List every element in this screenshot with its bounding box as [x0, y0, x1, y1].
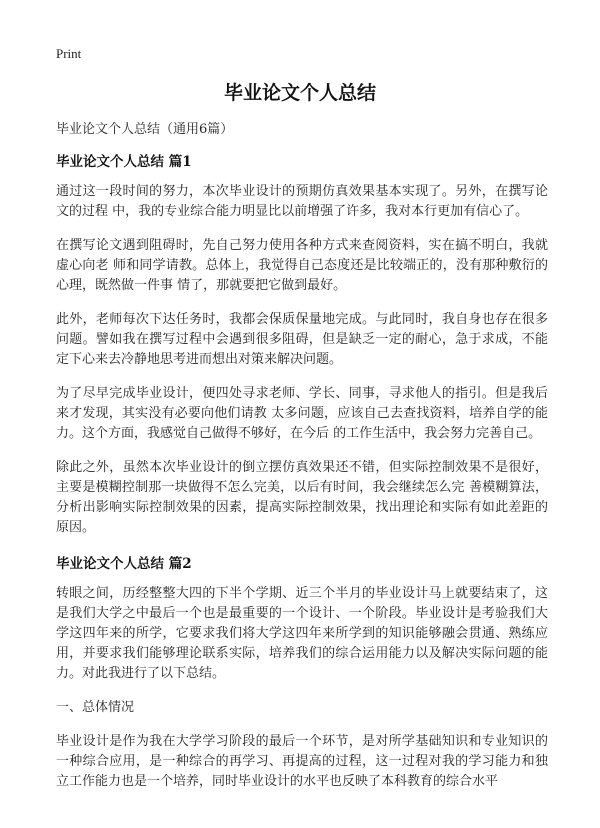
list-heading: 一、总体情况: [56, 700, 135, 715]
paragraph: 此外，老师每次下达任务时，我都会保质保量地完成。与此同时，我自身也存在很多问题。譬如我在撰写过程中会遇到很多阻碍，但是缺乏一定的耐心，急于求成，不能定下心来去冷静地思考进而想出对策来解决问题。: [56, 312, 548, 367]
section-heading: 毕业论文个人总结 篇1: [56, 154, 192, 170]
page-title: 毕业论文个人总结: [223, 82, 376, 104]
document-body: [56, 150, 548, 806]
print-link[interactable]: Print: [56, 46, 82, 61]
paragraph: 在撰写论文遇到阻碍时，先自己努力使用各种方式来查阅资料，实在搞不明白，我就虚心向老 师和同学请教。总体上，我觉得自己态度还是比较端正的，没有那种敷衍的心理，既然做一件事 情了，那就要把它做到最好。: [56, 238, 548, 293]
paragraph: 为了尽早完成毕业设计，便四处寻求老师、学长、同事，寻求他人的指引。但是我后来才发现，其实没有必要向他们请教 太多问题，应该自己去查找资料，培养自学的能力。这个方面，我感觉自己做得不够好，在今后 的工作生活中，我会努力完善自己。: [56, 386, 548, 441]
paragraph: 除此之外，虽然本次毕业设计的倒立摆仿真效果还不错，但实际控制效果不是很好，主要是模糊控制那一块做得不怎么完美，以后有时间，我会继续怎么完 善模糊算法，分析出影响实际控制效果的因素，提高实际控制效果，找出理论和实际有如此差距的原因。: [56, 460, 548, 535]
section-heading: 毕业论文个人总结 篇2: [56, 556, 192, 572]
paragraph: 毕业设计是作为我在大学学习阶段的最后一个环节，是对所学基础知识和专业知识的一种综合应用，是一种综合的再学习、再提高的过程，这一过程对我的学习能力和独立工作能力也是一个培养，同时毕业设计的水平也反映了本科教育的综合水平: [56, 734, 548, 789]
document-subtitle: 毕业论文个人总结（通用6篇）: [56, 122, 234, 137]
paragraph: 转眼之间，历经整整大四的下半个学期、近三个半月的毕业设计马上就要结束了，这是我们大学之中最后一个也是最重要的一个设计、一个阶段。毕业设计是考验我们大学这四年来的所学，它要求我们将大学这四年来所学到的知识能够融会贯通、熟练应用，并要求我们能够理论联系实际，培养我们的综合运用能力以及解决实际问题的能力。对此我进行了以下总结。: [56, 586, 548, 681]
paragraph: 通过这一段时间的努力，本次毕业设计的预期仿真效果基本实现了。另外，在撰写论文的过程 中，我的专业综合能力明显比以前增强了许多，我对本行更加有信心了。: [56, 184, 548, 219]
